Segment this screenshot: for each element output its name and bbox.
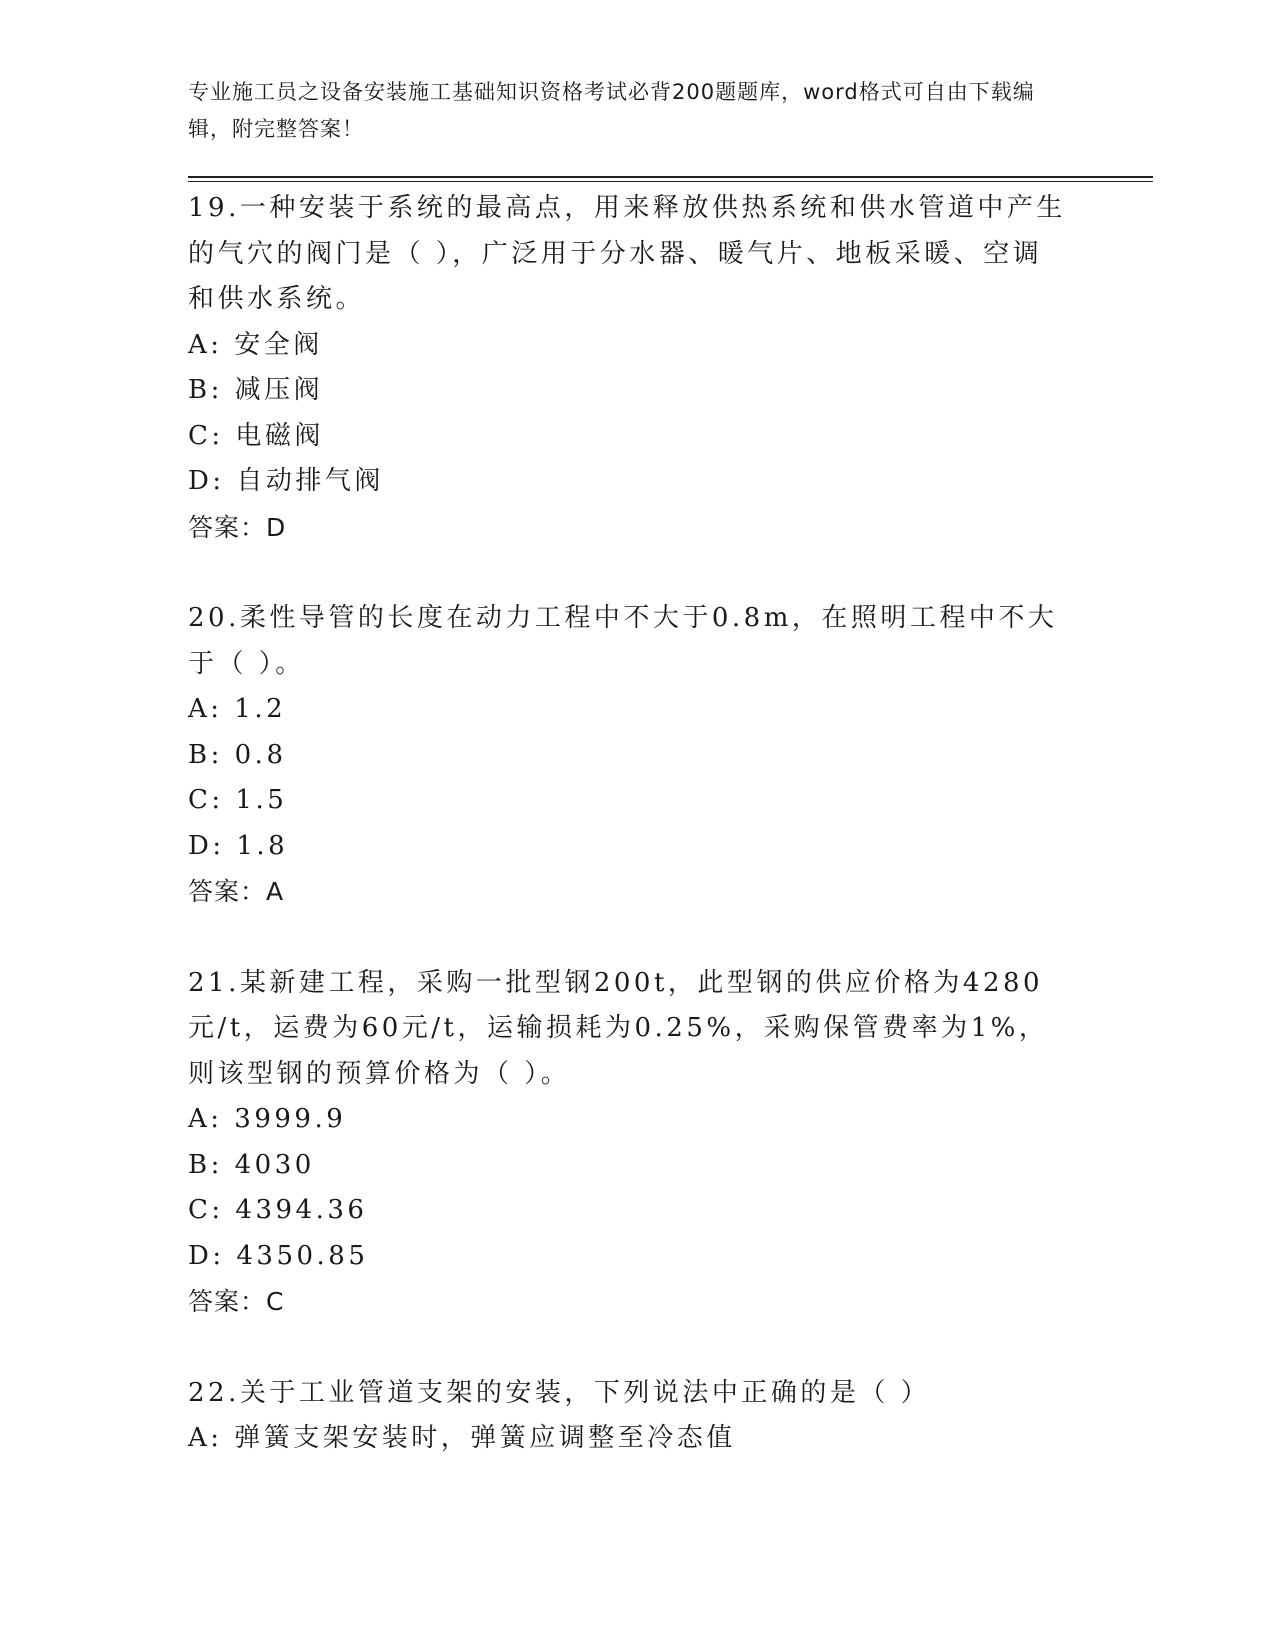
question-21 xyxy=(188,961,1068,1325)
question-19 xyxy=(188,186,1068,550)
answer: 答案：C xyxy=(188,1287,285,1316)
question-list xyxy=(188,186,1068,1508)
option-a: A: 3999.9 xyxy=(188,1104,347,1134)
option-b: B: 0.8 xyxy=(188,739,287,770)
answer: 答案：D xyxy=(188,512,287,542)
question-text: 19.一种安装于系统的最高点，用来释放供热系统和供水管道中产生的气穴的阀门是（ ），广泛用于分水器、暖气片、地板采暖、空调和供水系统。 xyxy=(188,193,1066,314)
option-c: C: 4394.36 xyxy=(188,1195,368,1225)
answer: 答案：A xyxy=(188,877,285,906)
option-d: D: 4350.85 xyxy=(188,1240,369,1271)
option-a: A: 1.2 xyxy=(188,694,287,724)
option-b: B: 减压阀 xyxy=(188,375,324,405)
option-c: C: 1.5 xyxy=(188,785,288,815)
option-a: A: 安全阀 xyxy=(188,329,323,360)
question-22 xyxy=(188,1371,1068,1462)
option-a: A: 弹簧支架安装时，弹簧应调整至冷态值 xyxy=(188,1423,736,1453)
question-text: 22.关于工业管道支架的安装，下列说法中正确的是（ ） xyxy=(188,1377,931,1408)
header-divider xyxy=(188,176,1153,178)
question-20 xyxy=(188,596,1068,915)
document-header: 专业施工员之设备安装施工基础知识资格考试必背200题题库，word格式可自由下载编辑，附完整答案！ xyxy=(188,80,1035,141)
question-text: 21.某新建工程，采购一批型钢200t，此型钢的供应价格为4280元/t，运费为60元/t，运输损耗为0.25%，采购保管费率为1%，则该型钢的预算价格为（ ）。 xyxy=(188,967,1049,1089)
question-text: 20.柔性导管的长度在动力工程中不大于0.8m，在照明工程中不大于（ ）。 xyxy=(188,603,1058,679)
option-b: B: 4030 xyxy=(188,1149,315,1180)
option-d: D: 自动排气阀 xyxy=(188,466,384,496)
header-divider-thin xyxy=(188,181,1153,182)
option-d: D: 1.8 xyxy=(188,830,289,861)
option-c: C: 电磁阀 xyxy=(188,420,324,451)
